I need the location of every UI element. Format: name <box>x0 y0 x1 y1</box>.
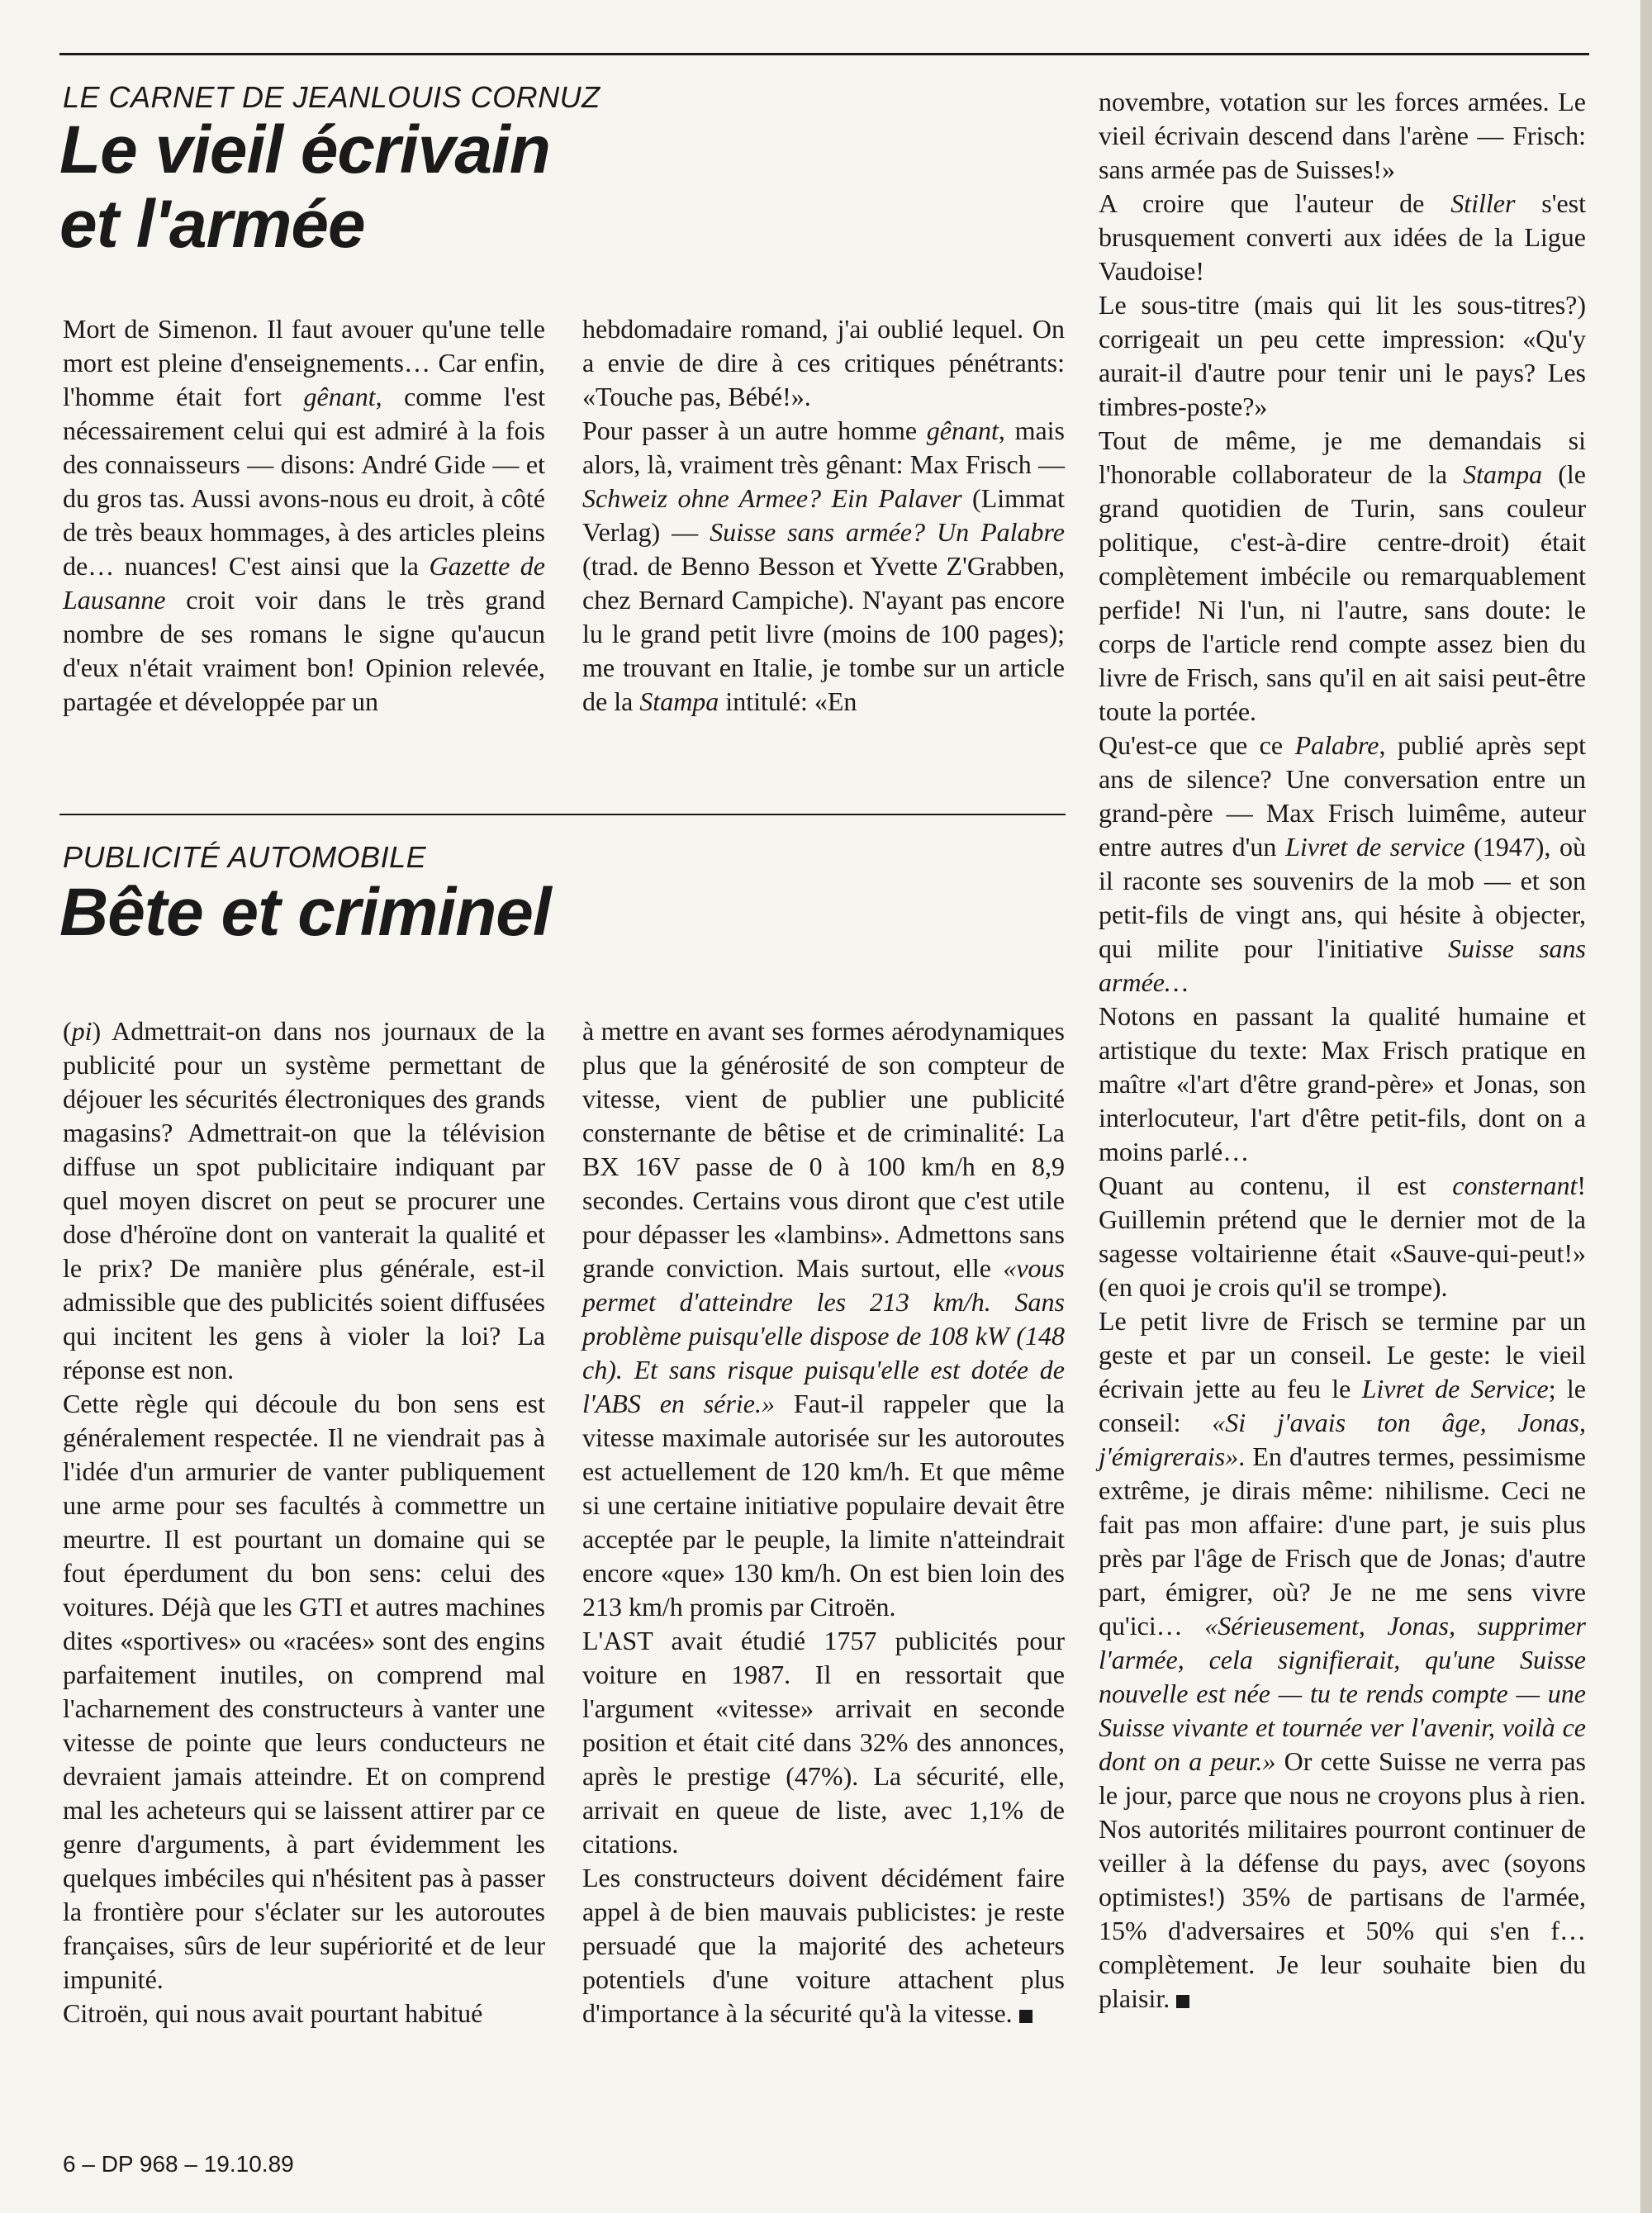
italic-text: Suisse sans armée… <box>1099 933 1587 997</box>
paragraph <box>1099 288 1586 424</box>
body-text: Mort de Simenon. Il faut avouer qu'une telle mort est pleine d'enseignements… Car enfin, l'homme était fort <box>63 314 545 411</box>
body-text: (1947), où il raconte ses souvenirs de la mob — et son petit-fils de vingt ans, qui hésite à objecter, qui milite pour l'initiative <box>1099 832 1587 963</box>
body-text: Citroën, qui nous avait pourtant habitué <box>63 1998 483 2028</box>
end-mark-icon <box>1019 2010 1032 2023</box>
paragraph <box>63 1997 545 2030</box>
body-text: (Limmat Verlag) — <box>582 483 1066 547</box>
paragraph <box>63 1014 545 1387</box>
body-text: , comme l'est nécessairement celui qui est admiré à la fois des connaisseurs — disons: André Gide — et du gros tas. Aussi avons-nous eu droit, à côté de très beaux hommages, à des articles pleins de… nuances! C'est ainsi que la <box>63 382 546 581</box>
paragraph <box>582 1861 1065 2030</box>
paragraph <box>1099 85 1586 187</box>
italic-text: Stampa <box>639 686 719 716</box>
page-footer: 6 – DP 968 – 19.10.89 <box>63 2151 294 2177</box>
body-text: intitulé: «En <box>719 686 857 716</box>
italic-text: pi <box>71 1016 93 1046</box>
italic-text: «vous permet d'atteindre les 213 km/h. Sans problème puisqu'elle dispose de 108 kW (148 ch). Et sans risque puisqu'elle est dotée de l'ABS en série.» <box>582 1253 1065 1418</box>
italic-text: Livret de service <box>1285 832 1465 862</box>
italic-text: Suisse sans armée? Un Palabre <box>710 517 1066 547</box>
body-text: Quant au contenu, il est <box>1099 1171 1453 1200</box>
body-text: , publié après sept ans de silence? Une conversation entre un grand-père — Max Frisch luimême, auteur entre autres d'un <box>1099 730 1587 862</box>
body-text: L'AST avait étudié 1757 publicités pour voiture en 1987. Il en ressortait que l'argument «vitesse» arrivait en seconde position et était cité dans 32% des annonces, après le prestige (47%). La sécurité, elle, arrivait en queue de liste, avec 1,1% de citations. <box>582 1626 1065 1859</box>
body-text: ! Guillemin prétend que le dernier mot de la sagesse voltairienne était «Sauve-qui-peut!» (en quoi je crois qu'il se trompe). <box>1099 1171 1586 1302</box>
italic-text: «Si j'avais ton âge, Jonas, j'émigrerais» <box>1099 1408 1587 1471</box>
body-text: Les constructeurs doivent décidément faire appel à de bien mauvais publicistes: je reste persuadé que la majorité des acheteurs potentiels d'une voiture attachent plus d'importance à la sécurité qu'à la vitesse. <box>582 1863 1065 2028</box>
body-text: novembre, votation sur les forces armées. Le vieil écrivain descend dans l'arène — Frisch: sans armée pas de Suisses!» <box>1099 87 1586 184</box>
paragraph <box>582 414 1065 719</box>
body-text: , mais alors, là, vraiment très gênant: Max Frisch — <box>582 416 1066 479</box>
italic-text: consternant <box>1452 1171 1578 1200</box>
body-text: . En d'autres termes, pessimisme extrême, je dirais même: nihilisme. Ceci ne fait pas mon affaire: d'une part, je suis plus près par l'âge de Frisch que de Jonas; d'autre part, émigrer, où? Je ne me sens vivre qu'ici… <box>1099 1441 1586 1641</box>
article1-title-line1: Le vieil écrivain <box>59 112 550 188</box>
paragraph <box>1099 1000 1586 1169</box>
paragraph <box>1099 1304 1586 2016</box>
body-text: Le petit livre de Frisch se termine par un geste et par un conseil. Le geste: le vieil écrivain jette au feu le <box>1099 1306 1586 1403</box>
italic-text: Stampa <box>1463 459 1543 489</box>
end-mark-icon <box>1176 1995 1189 2008</box>
italic-text: gênant <box>926 416 999 445</box>
section-divider <box>59 814 1066 815</box>
paragraph <box>582 1014 1065 1624</box>
body-text: Notons en passant la qualité humaine et artistique du texte: Max Frisch pratique en maître «l'art d'être grand-père» et Jonas, son interlocuteur, l'art d'être petit-fils, dont on a moins parlé… <box>1099 1001 1586 1166</box>
italic-text: Palabre <box>1294 730 1379 760</box>
article2-column-2 <box>582 1014 1065 2030</box>
body-text: Le sous-titre (mais qui lit les sous-titres?) corrigeait un peu cette impression: «Qu'y aurait-il d'autre pour tenir uni le pays? Les timbres-poste?» <box>1099 290 1586 421</box>
paragraph <box>1099 1169 1586 1304</box>
article2-column-1 <box>63 1014 545 2030</box>
paragraph <box>63 1387 545 1997</box>
italic-text: Stiller <box>1450 188 1516 218</box>
body-text: A croire que l'auteur de <box>1099 188 1451 218</box>
article1-kicker: LE CARNET DE JEANLOUIS CORNUZ <box>63 80 601 114</box>
article1-column-1 <box>63 312 545 719</box>
article2-title: Bête et criminel <box>59 875 551 950</box>
paragraph <box>1099 187 1586 288</box>
paragraph <box>1099 729 1586 1000</box>
italic-text: Gazette de Lausanne <box>63 551 546 615</box>
body-text: s'est brusquement converti aux idées de la Ligue Vaudoise! <box>1099 188 1587 286</box>
article1-column-2 <box>582 312 1065 719</box>
body-text: ; le conseil: <box>1099 1374 1586 1437</box>
italic-text: «Sérieusement, Jonas, supprimer l'armée, cela signifierait, qu'une Suisse nouvelle est née — tu te rends compte — une Suisse vivante et tournée ver l'avenir, voilà ce dont on a peur.» <box>1099 1611 1587 1776</box>
italic-text: Schweiz ohne Armee? Ein Palaver <box>582 483 962 513</box>
body-text: hebdomadaire romand, j'ai oublié lequel. On a envie de dire à ces critiques pénétrants: «Touche pas, Bébé!». <box>582 314 1065 411</box>
body-text: (trad. de Benno Besson et Yvette Z'Grabben, chez Bernard Campiche). N'ayant pas encore lu le grand petit livre (moins de 100 pages); me trouvant en Italie, je tombe sur un article de la <box>582 551 1065 716</box>
body-text: ) Admettrait-on dans nos journaux de la publicité pour un système permettant de déjouer les sécurités électroniques des grands magasins? Admettrait-on que la télévision diffuse un spot publicitaire indiquant par quel moyen discret on peut se procurer une dose d'héroïne dont on vanterait la qualité et le prix? De manière plus générale, est-il admissible que des publicités soient diffusées qui incitent les gens à violer la loi? La réponse est non. <box>63 1016 545 1384</box>
body-text: à mettre en avant ses formes aérodynamiques plus que la générosité de son compteur de vitesse, vient de publier une publicité consternante de bêtise et de criminalité: La BX 16V passe de 0 à 100 km/h en 8,9 secondes. Certains vous diront que c'est utile pour dépasser les «lambins». Admettons sans grande conviction. Mais surtout, elle <box>582 1016 1065 1283</box>
italic-text: Livret de Service <box>1361 1374 1549 1403</box>
paragraph <box>582 1624 1065 1861</box>
paragraph <box>582 312 1065 414</box>
body-text: Faut-il rappeler que la vitesse maximale autorisée sur les autoroutes est actuellement de 120 km/h. Et que même si une certaine initiative populaire devait être acceptée par le peuple, la limite n'atteindrait encore «que» 130 km/h. On est bien loin des 213 km/h promis par Citroën. <box>582 1389 1066 1622</box>
body-text: Cette règle qui découle du bon sens est généralement respectée. Il ne viendrait pas à l'idée d'un armurier de vanter publiquement une arme pour ses facultés à commettre un meurtre. Il est pourtant un domaine qui se fout éperdument du bon sens: celui des voitures. Déjà que les GTI et autres machines dites «sportives» ou «racées» sont des engins parfaitement inutiles, on comprend mal l'acharnement des constructeurs à vanter une vitesse de pointe que leurs conducteurs ne devraient jamais atteindre. Et on comprend mal les acheteurs qui se laissent attirer par ce genre d'arguments, à part évidemment les quelques imbéciles qui n'hésitent pas à passer la frontière pour s'éclater sur les autoroutes françaises, sûrs de leur supériorité et de leur impunité. <box>63 1389 545 1994</box>
paragraph <box>1099 424 1586 729</box>
article1-column-3 <box>1099 85 1586 2016</box>
body-text: croit voir dans le très grand nombre de ses romans le signe qu'aucun d'eux n'était vraiment bon! Opinion relevée, partagée et développée par un <box>63 585 545 716</box>
article1-title-line2: et l'armée <box>59 187 365 262</box>
body-text: Or cette Suisse ne verra pas le jour, parce que nous ne croyons plus à rien. Nos autorités militaires pourront continuer de veiller à la défense du pays, avec (soyons optimistes!) 35% de partisans de l'armée, 15% d'adversaires et 50% qui s'en f… complètement. Je leur souhaite bien du plaisir. <box>1099 1746 1587 2013</box>
top-rule <box>59 53 1589 55</box>
body-text: Tout de même, je me demandais si l'honorable collaborateur de la <box>1099 425 1586 489</box>
page-edge <box>1640 0 1652 2213</box>
body-text: Pour passer à un autre homme <box>582 416 927 445</box>
paragraph <box>63 312 545 719</box>
body-text: Qu'est-ce que ce <box>1099 730 1295 760</box>
body-text: ( <box>63 1016 72 1046</box>
article2-kicker: PUBLICITÉ AUTOMOBILE <box>63 840 427 874</box>
body-text: (le grand quotidien de Turin, sans couleur politique, c'est-à-dire centre-droit) était complètement imbécile ou remarquablement perfide! Ni l'un, ni l'autre, sans doute: le corps de l'article rend compte assez bien du livre de Frisch, sans qu'il en ait saisi peut-être toute la portée. <box>1099 459 1586 726</box>
italic-text: gênant <box>303 382 376 411</box>
